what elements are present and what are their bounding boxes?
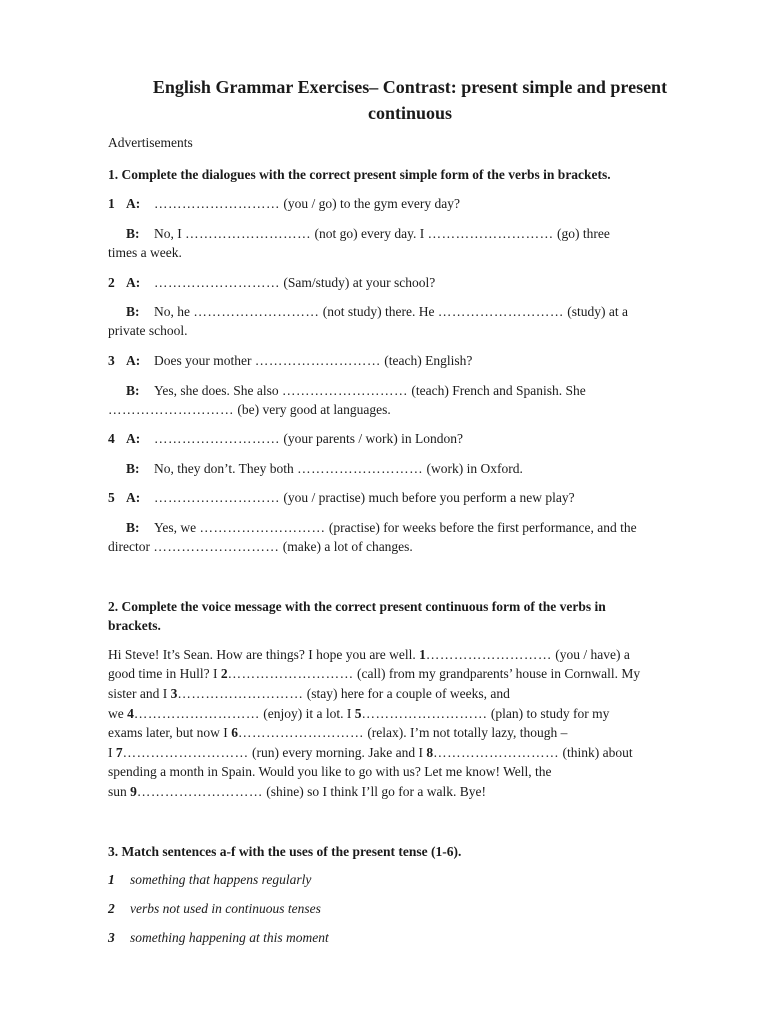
answer-blank[interactable]: ……………………… (237, 725, 364, 740)
prompt-text: No, he (154, 304, 190, 319)
answer-blank[interactable]: ……………………… (153, 539, 280, 554)
dialogue-3-a (108, 351, 718, 370)
message-line-5 (108, 723, 718, 742)
speaker-b: B: (126, 304, 140, 319)
answer-blank[interactable]: ……………………… (154, 490, 280, 505)
item-number: 4 (108, 431, 115, 446)
answer-blank[interactable]: ……………………… (177, 686, 304, 701)
prompt-text: (not study) there. He (322, 304, 435, 319)
blank-number: 4 (127, 706, 134, 721)
blank-number: 5 (354, 706, 362, 721)
answer-blank[interactable]: ……………………… (199, 520, 326, 535)
blank-number: 6 (231, 725, 238, 740)
prompt-text: Does your mother (154, 353, 252, 368)
section-2-heading-line-2: brackets. (108, 618, 161, 633)
prompt-text: (teach) English? (384, 353, 473, 368)
answer-blank[interactable]: ……………………… (427, 226, 554, 241)
answer-blank[interactable]: ……………………… (185, 226, 312, 241)
prompt-text: (you / go) to the gym every day? (283, 196, 460, 211)
message-text: (stay) here for a couple of weeks, and (306, 686, 510, 701)
speaker-a: A: (126, 275, 141, 290)
message-text: good time in Hull? I (108, 666, 218, 681)
prompt-text: director (108, 539, 150, 554)
blank-number: 1 (419, 647, 426, 662)
speaker-a: A: (126, 431, 141, 446)
prompt-text: (go) three (556, 226, 610, 241)
prompt-text: (be) very good at languages. (237, 402, 391, 417)
message-text: (you / have) a (555, 647, 630, 662)
message-text: (call) from my grandparents’ house in Cornwall. My (356, 666, 641, 681)
dialogue-2-b-cont: private school. (108, 323, 188, 338)
answer-blank[interactable]: ……………………… (154, 196, 280, 211)
prompt-text: (not go) every day. I (314, 226, 425, 241)
dialogue-2-a (108, 273, 718, 292)
dialogue-5-a (108, 488, 718, 507)
answer-blank[interactable]: ……………………… (297, 461, 424, 476)
title-line-1: English Grammar Exercises– Contrast: present simple and present (152, 77, 668, 97)
message-text: I (108, 745, 113, 760)
use-text: verbs not used in continuous tenses (130, 901, 321, 916)
prompt-text: (practise) for weeks before the first performance, and the (328, 520, 637, 535)
page-title (100, 74, 720, 126)
speaker-a: A: (126, 353, 141, 368)
item-number: 2 (108, 275, 115, 290)
prompt-text: (make) a lot of changes. (282, 539, 413, 554)
title-line-2: continuous (367, 103, 453, 123)
message-line-1 (108, 645, 718, 664)
item-number: 5 (108, 490, 115, 505)
prompt-text: Yes, we (154, 520, 197, 535)
answer-blank[interactable]: ……………………… (193, 304, 320, 319)
blank-number: 8 (426, 745, 434, 760)
answer-blank[interactable]: ……………………… (282, 383, 409, 398)
speaker-b: B: (126, 461, 140, 476)
dialogue-3-b-cont (108, 400, 718, 419)
use-item-2 (108, 899, 718, 918)
message-line-8 (108, 782, 718, 801)
dialogue-3-b (108, 381, 736, 400)
dialogue-1-b (108, 224, 736, 243)
item-number: 3 (108, 353, 115, 368)
answer-blank[interactable]: ……………………… (433, 745, 560, 760)
dialogue-4-a (108, 429, 718, 448)
message-text: sun (108, 784, 127, 799)
prompt-text: (you / practise) much before you perform a new play? (283, 490, 575, 505)
message-text: Hi Steve! It’s Sean. How are things? I hope you are well. (108, 647, 416, 662)
answer-blank[interactable]: ……………………… (154, 275, 280, 290)
message-text: (shine) so I think I’ll go for a walk. Bye! (266, 784, 486, 799)
speaker-b: B: (126, 520, 140, 535)
use-item-1 (108, 870, 718, 889)
message-line-7: spending a month in Spain. Would you like to go with us? Let me know! Well, the (108, 764, 552, 779)
use-item-3 (108, 928, 718, 947)
speaker-b: B: (126, 226, 140, 241)
prompt-text: No, they don’t. They both (154, 461, 294, 476)
blank-number: 3 (170, 686, 178, 701)
section-1-heading: 1. Complete the dialogues with the correct present simple form of the verbs in brackets. (108, 167, 611, 182)
speaker-a: A: (126, 196, 141, 211)
speaker-a: A: (126, 490, 141, 505)
advertisements-label: Advertisements (108, 135, 193, 150)
use-number: 2 (108, 901, 115, 916)
message-text: (relax). I’m not totally lazy, though – (367, 725, 568, 740)
message-text: (think) about (562, 745, 633, 760)
answer-blank[interactable]: ……………………… (136, 784, 263, 799)
prompt-text: (study) at a (567, 304, 628, 319)
dialogue-5-b (108, 518, 736, 537)
prompt-text: (work) in Oxford. (426, 461, 523, 476)
prompt-text: (teach) French and Spanish. She (411, 383, 586, 398)
dialogue-1-a (108, 194, 718, 213)
use-number: 3 (108, 930, 115, 945)
message-line-6 (108, 743, 718, 762)
section-2-heading (108, 597, 718, 635)
item-number: 1 (108, 196, 115, 211)
dialogue-1-b-cont: times a week. (108, 245, 182, 260)
dialogue-2-b (108, 302, 736, 321)
prompt-text: No, I (154, 226, 182, 241)
answer-blank[interactable]: ……………………… (154, 431, 280, 446)
answer-blank[interactable]: ……………………… (108, 402, 234, 417)
prompt-text: (your parents / work) in London? (283, 431, 463, 446)
message-text: exams later, but now I (108, 725, 228, 740)
message-text: we (108, 706, 124, 721)
message-text: (enjoy) it a lot. I (263, 706, 352, 721)
answer-blank[interactable]: ……………………… (425, 647, 552, 662)
message-text: (plan) to study for my (490, 706, 610, 721)
blank-number: 7 (115, 745, 123, 760)
section-3-heading: 3. Match sentences a-f with the uses of the present tense (1-6). (108, 844, 462, 859)
blank-number: 9 (130, 784, 137, 799)
message-line-2 (108, 664, 718, 683)
prompt-text: (Sam/study) at your school? (283, 275, 436, 290)
message-line-3 (108, 684, 718, 703)
prompt-text: Yes, she does. She also (154, 383, 279, 398)
speaker-b: B: (126, 383, 140, 398)
answer-blank[interactable]: ……………………… (122, 745, 249, 760)
blank-number: 2 (220, 666, 228, 681)
answer-blank[interactable]: ……………………… (133, 706, 260, 721)
answer-blank[interactable]: ……………………… (361, 706, 488, 721)
message-text: sister and I (108, 686, 168, 701)
answer-blank[interactable]: ……………………… (254, 353, 381, 368)
message-line-4 (108, 704, 718, 723)
section-2-heading-line-1: 2. Complete the voice message with the correct present continuous form of the verbs in (108, 599, 606, 614)
message-text: (run) every morning. Jake and I (252, 745, 423, 760)
answer-blank[interactable]: ……………………… (227, 666, 354, 681)
use-text: something that happens regularly (130, 872, 312, 887)
dialogue-5-b-cont (108, 537, 718, 556)
dialogue-4-b (108, 459, 736, 478)
use-number: 1 (108, 872, 115, 887)
answer-blank[interactable]: ……………………… (437, 304, 564, 319)
use-text: something happening at this moment (130, 930, 329, 945)
